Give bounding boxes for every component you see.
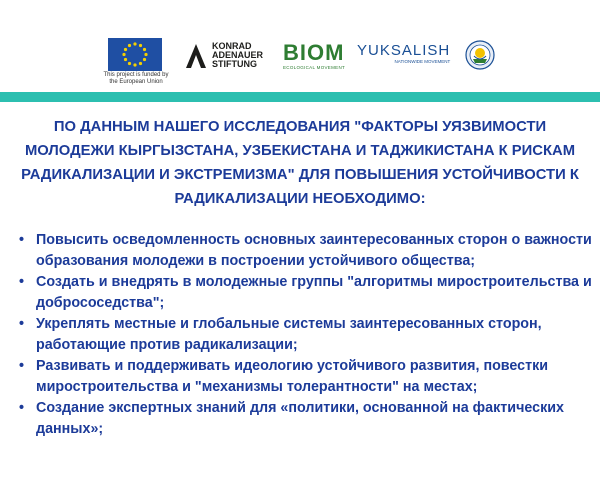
page-title: ПО ДАННЫМ НАШЕГО ИССЛЕДОВАНИЯ "ФАКТОРЫ УЯЗВИМОСТИ МОЛОДЕЖИ КЫРГЫЗСТАНА, УЗБЕКИСТАНА И ТАДЖИКИСТАНА К РИСКАМ РАДИКАЛИЗАЦИИ И ЭКСТРЕМИЗМА" ДЛЯ ПОВЫШЕНИЯ УСТОЙЧИВОСТИ К РАДИКАЛИЗАЦИИ НЕОБХОДИМО: bbox=[21, 119, 579, 207]
teal-divider-bar bbox=[0, 92, 600, 102]
kas-line: KONRAD bbox=[212, 41, 252, 51]
yuksalish-tagline: NATIONWIDE MOVEMENT bbox=[394, 59, 451, 64]
recommendation-text: Укреплять местные и глобальные системы заинтересованных сторон, работающие против радикализации; bbox=[36, 316, 542, 353]
recommendations-list bbox=[14, 230, 596, 440]
list-item bbox=[14, 398, 596, 440]
eu-caption-line: the European Union bbox=[109, 79, 163, 85]
partner-logos bbox=[0, 0, 600, 92]
bullet-icon: • bbox=[19, 316, 25, 332]
bullet-icon: • bbox=[19, 232, 25, 248]
eu-caption bbox=[96, 72, 176, 86]
eu-caption-line: This project is funded by bbox=[103, 72, 169, 78]
recommendation-text: Повысить осведомленность основных заинтересованных сторон о важности образования молодежи в построении устойчивого общества; bbox=[36, 232, 592, 269]
yuksalish-logo bbox=[357, 43, 450, 64]
recommendation-text: Создать и внедрять в молодежные группы "алгоритмы миростроительства и добрососедства"; bbox=[36, 274, 592, 311]
kas-line: ADENAUER bbox=[212, 50, 264, 60]
biom-wordmark: BIOM bbox=[283, 40, 345, 65]
list-item bbox=[14, 356, 596, 398]
bullet-icon: • bbox=[19, 274, 25, 290]
eu-flag-icon bbox=[108, 38, 162, 71]
biom-logo bbox=[283, 42, 345, 70]
kas-mark-icon bbox=[184, 42, 208, 68]
bullet-icon: • bbox=[19, 358, 25, 374]
recommendation-text: Создание экспертных знаний для «политики, основанной на фактических данных»; bbox=[36, 400, 564, 437]
kas-line: STIFTUNG bbox=[212, 59, 257, 69]
kas-wordmark bbox=[212, 42, 263, 69]
bullet-icon: • bbox=[19, 400, 25, 416]
biom-tagline: ECOLOGICAL MOVEMENT bbox=[283, 65, 346, 70]
list-item bbox=[14, 314, 596, 356]
recommendation-text: Развивать и поддерживать идеологию устойчивого развития, повестки миростроительства и "механизмы толерантности" на местах; bbox=[36, 358, 549, 395]
list-item bbox=[14, 272, 596, 314]
list-item bbox=[14, 230, 596, 272]
yuksalish-wordmark: YUKSALISH bbox=[357, 42, 451, 59]
emblem-seal-icon bbox=[465, 40, 495, 70]
